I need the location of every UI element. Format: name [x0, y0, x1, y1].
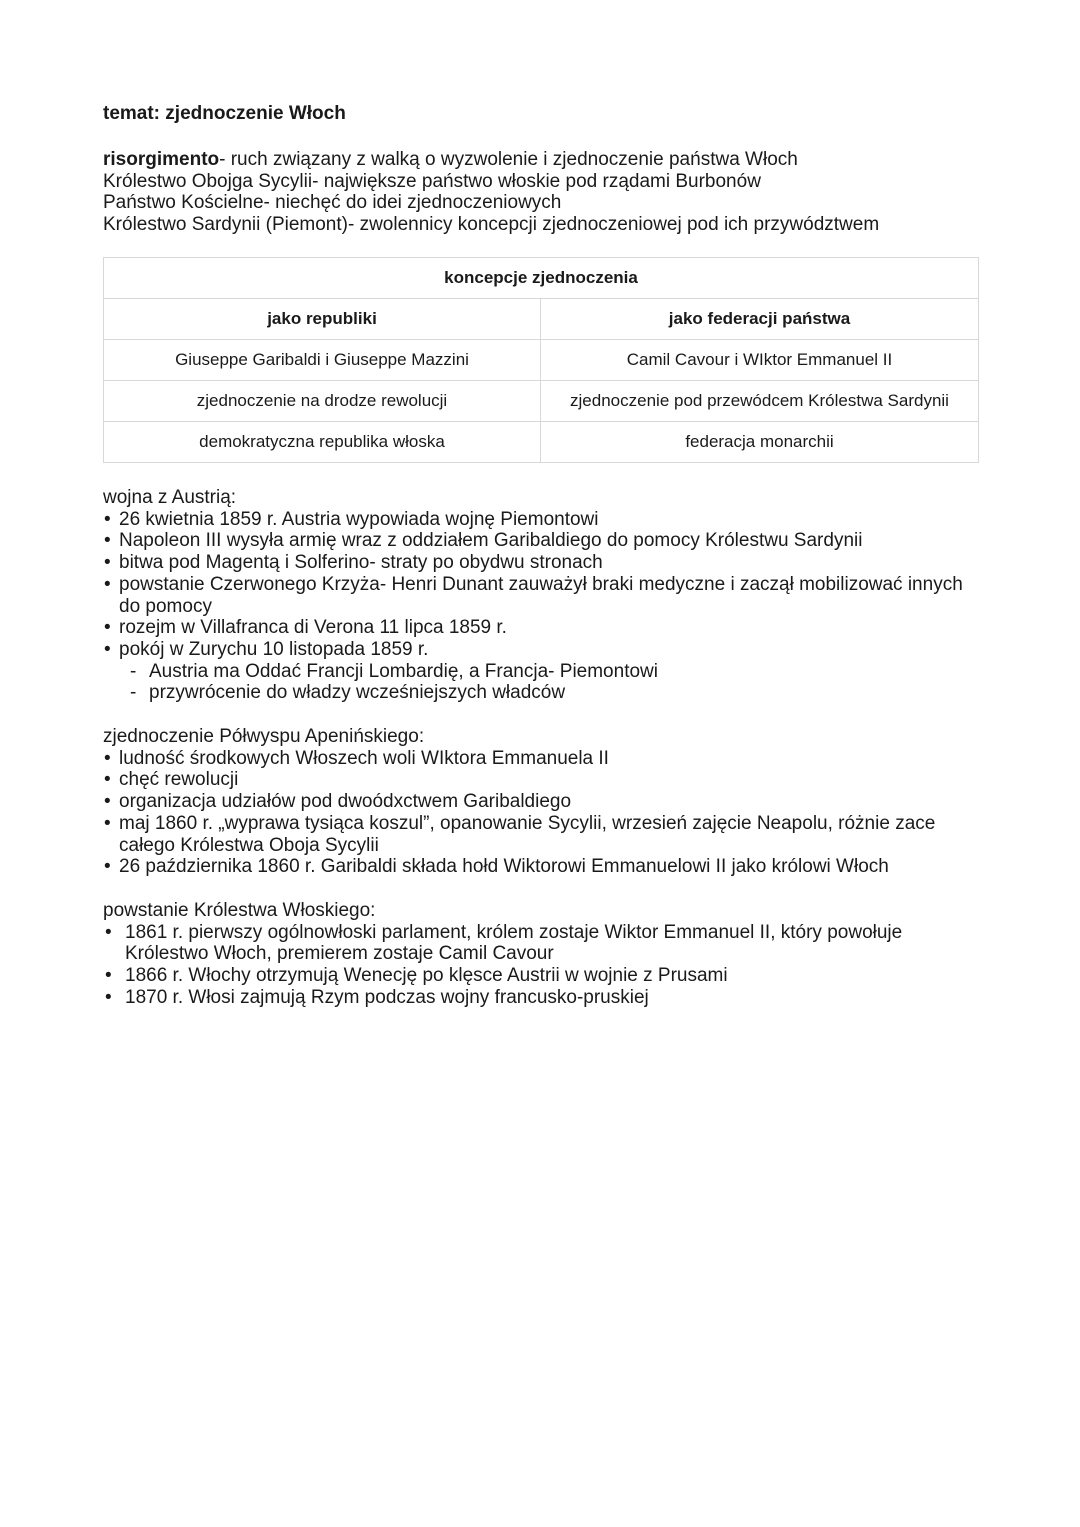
table-row	[104, 381, 979, 422]
list-item: • organizacja udziałów pod dwoódxctwem Garibaldiego	[103, 791, 983, 813]
sub-list	[103, 661, 983, 704]
list-item: • bitwa pod Magentą i Solferino- straty po obydwu stronach	[103, 552, 983, 574]
table-cell: demokratyczna republika włoska	[104, 422, 541, 463]
list-item: • powstanie Czerwonego Krzyża- Henri Dunant zauważył braki medyczne i zaczął mobilizować innych do pomocy	[103, 574, 983, 617]
list-item: • 1870 r. Włosi zajmują Rzym podczas wojny francusko-pruskiej	[103, 987, 983, 1009]
sub-list-item: - Austria ma Oddać Francji Lombardię, a Francja- Piemontowi	[130, 660, 658, 682]
table-cell: federacja monarchii	[541, 422, 979, 463]
intro-term: risorgimento	[103, 149, 220, 170]
list-item: • maj 1860 r. „wyprawa tysiąca koszul”, opanowanie Sycylii, wrzesień zajęcie Neapolu, różnie zace całego Królestwa Oboja Sycylii	[103, 813, 983, 856]
section-heading: wojna z Austrią:	[103, 487, 237, 508]
list-item: • ludność środkowych Włoszech woli WIktora Emmanuela II	[103, 748, 983, 770]
table-caption: koncepcje zjednoczenia	[104, 258, 979, 299]
list-item: • pokój w Zurychu 10 listopada 1859 r.	[103, 639, 983, 661]
table-cell: zjednoczenie na drodze rewolucji	[104, 381, 541, 422]
sub-item-text: przywrócenie do władzy wcześniejszych władców	[149, 682, 566, 704]
list-item: • chęć rewolucji	[103, 769, 983, 791]
bullet-list	[103, 509, 983, 661]
sub-item-text: Austria ma Oddać Francji Lombardię, a Francja- Piemontowi	[149, 660, 658, 682]
intro-text: - ruch związany z walką o wyzwolenie i zjednoczenie państwa Włoch	[219, 149, 798, 170]
intro-line: Państwo Kościelne- niechęć do idei zjednoczeniowych	[103, 192, 562, 213]
concepts-table	[103, 257, 979, 463]
table-header-row	[104, 299, 979, 340]
section-heading: powstanie Królestwa Włoskiego:	[103, 899, 376, 921]
table-cell: Camil Cavour i WIktor Emmanuel II	[541, 340, 979, 381]
table-cell: Giuseppe Garibaldi i Giuseppe Mazzini	[104, 340, 541, 381]
column-header-federation: jako federacji państwa	[541, 299, 979, 340]
table-cell: zjednoczenie pod przewódcem Królestwa Sardynii	[541, 381, 979, 422]
section-unification	[103, 726, 983, 878]
intro-line: Królestwo Sardynii (Piemont)- zwolennicy koncepcji zjednoczeniowej pod ich przywództwem	[103, 213, 880, 235]
document-page	[103, 102, 983, 1008]
page-title: temat: zjednoczenie Włoch	[103, 103, 346, 124]
column-header-republic: jako republiki	[104, 299, 541, 340]
sub-list-item: - przywrócenie do władzy wcześniejszych władców	[130, 682, 566, 704]
table-row	[104, 340, 979, 381]
list-item: • 26 kwietnia 1859 r. Austria wypowiada wojnę Piemontowi	[103, 509, 983, 531]
section-war-with-austria	[103, 487, 983, 704]
list-item: • 1866 r. Włochy otrzymują Wenecję po klęsce Austrii w wojnie z Prusami	[103, 965, 983, 987]
list-item: • 1861 r. pierwszy ogólnowłoski parlament, królem zostaje Wiktor Emmanuel II, który powołuje Królestwo Włoch, premierem zostaje Camil Cavour	[103, 922, 983, 965]
table-caption-row	[104, 258, 979, 299]
bullet-list	[103, 748, 983, 878]
list-item: • Napoleon III wysyła armię wraz z oddziałem Garibaldiego do pomocy Królestwu Sardynii	[103, 530, 983, 552]
list-item: • 26 października 1860 r. Garibaldi składa hołd Wiktorowi Emmanuelowi II jako królowi Włoch	[103, 856, 983, 878]
section-kingdom-of-italy	[103, 900, 983, 1009]
list-item: • rozejm w Villafranca di Verona 11 lipca 1859 r.	[103, 617, 983, 639]
bullet-list	[103, 922, 983, 1009]
table-row	[104, 422, 979, 463]
section-heading: zjednoczenie Półwyspu Apenińskiego:	[103, 726, 425, 748]
intro-line: Królestwo Obojga Sycylii- największe państwo włoskie pod rządami Burbonów	[103, 170, 761, 192]
intro-definitions	[103, 149, 983, 235]
intro-line	[103, 149, 983, 171]
